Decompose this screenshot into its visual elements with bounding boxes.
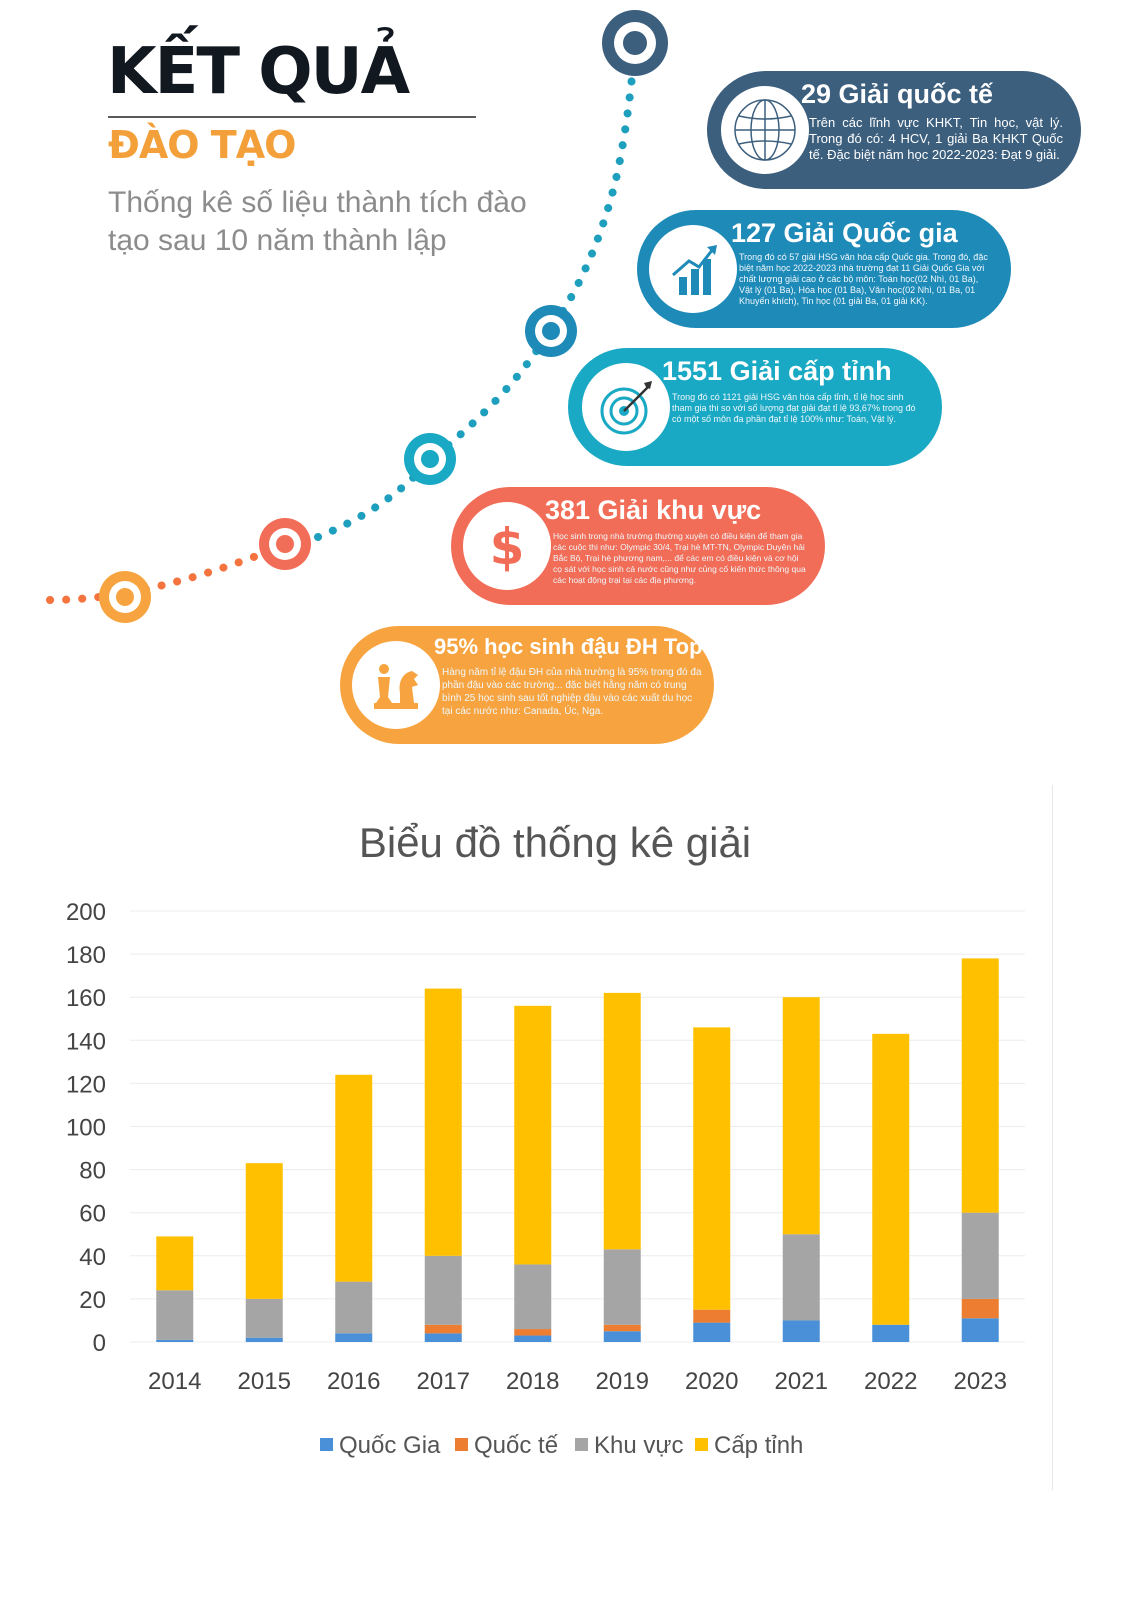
chart-area: [0, 780, 1127, 1580]
milestone-body: Hàng năm tỉ lệ đậu ĐH của nhà trường là 95% trong đó đa phần đậu vào các trường... đặc biệt hằng năm có trung bình 25 học sinh sau tốt nghiệp đậu vào các xuất du học tại các nước như: Canada, Úc, Nga.: [442, 667, 702, 717]
growth-chart-icon: [649, 225, 737, 313]
bar-segment: [425, 1333, 462, 1342]
y-tick-label: 180: [65, 942, 106, 970]
x-tick-label: 2020: [685, 1368, 739, 1395]
legend-label: Cấp tỉnh: [714, 1432, 804, 1459]
y-tick-label: 100: [65, 1114, 106, 1142]
legend-label: Khu vực: [594, 1432, 684, 1459]
milestone-provincial: [568, 348, 942, 466]
x-tick-label: 2023: [953, 1368, 1007, 1395]
bar-segment: [514, 1006, 551, 1265]
x-axis-ticks: [148, 1368, 1007, 1395]
bar-segment: [962, 1318, 999, 1342]
y-tick-label: 80: [79, 1157, 106, 1185]
legend-label: Quốc tế: [474, 1432, 559, 1459]
legend-swatch: [575, 1438, 588, 1451]
bar-segment: [246, 1299, 283, 1338]
y-tick-label: 120: [65, 1071, 106, 1099]
bar-segment: [246, 1338, 283, 1342]
bar-segment: [156, 1340, 193, 1342]
milestone-university: [340, 626, 748, 744]
bar-segment: [514, 1264, 551, 1329]
dollar-icon: [463, 502, 551, 590]
target-marker-5: [602, 10, 668, 76]
page-title: KẾT QUẢ: [107, 35, 409, 109]
bar-segment: [693, 1027, 730, 1309]
bar-segment: [783, 1320, 820, 1342]
bar-segment: [783, 1234, 820, 1320]
bar-segment: [962, 958, 999, 1212]
dotted-path-teal: [318, 45, 635, 537]
bar-segment: [425, 1256, 462, 1325]
target-marker-1: [99, 571, 151, 623]
bar-segment: [156, 1290, 193, 1340]
y-tick-label: 0: [92, 1330, 106, 1357]
bar-segment: [604, 1249, 641, 1324]
milestone-title: 95% học sinh đậu ĐH Top đầu: [434, 634, 748, 659]
milestone-title: 29 Giải quốc tế: [801, 79, 994, 109]
bar-segment: [604, 1331, 641, 1342]
bar-segment: [335, 1282, 372, 1334]
y-tick-label: 160: [65, 985, 106, 1013]
milestone-body: Trên các lĩnh vực KHKT, Tin học, vật lý. Trong đó có: 4 HCV, 1 giải Ba KHKT Quốc tế. Đặc biệt năm học 2022-2023: Đạt 9 giải.: [809, 115, 1063, 162]
x-tick-label: 2021: [774, 1368, 828, 1395]
bar-segment: [962, 1299, 999, 1318]
globe-icon: [721, 86, 809, 174]
stacked-bar-chart: [0, 780, 1127, 1580]
y-tick-label: 40: [79, 1243, 106, 1271]
bar-segment: [335, 1075, 372, 1282]
bar-segment: [514, 1329, 551, 1335]
chart-bars: [156, 958, 999, 1342]
page-description: Thống kê số liệu thành tích đào tạo sau 10 năm thành lập: [108, 186, 527, 257]
milestone-body: Học sinh trong nhà trường thường xuyên có điều kiện để tham gia các cuộc thi như: Olympic 30/4, Trại hè MT-TN, Olympic Duyên hải Bắc Bộ, Trại hè phương nam,... để các em có điều kiện và cơ hội cọ sát với học sinh cả nước cũng như củng cố kiến thức thông qua các hoạt động trại tại các địa phương.: [553, 531, 806, 585]
x-tick-label: 2019: [595, 1368, 649, 1395]
y-tick-label: 140: [65, 1028, 106, 1056]
legend-label: Quốc Gia: [339, 1432, 441, 1459]
x-tick-label: 2015: [237, 1368, 291, 1395]
chart-title: Biểu đồ thống kê giải: [358, 819, 752, 866]
y-tick-label: 60: [79, 1200, 106, 1228]
bar-segment: [872, 1034, 909, 1325]
target-marker-4: [525, 305, 577, 357]
milestone-regional: [451, 487, 825, 605]
target-marker-2: [259, 518, 311, 570]
milestone-body: Trong đó có 1121 giải HSG văn hóa cấp tỉnh, tỉ lệ học sinh tham gia thi so với số lượng đạt giải đạt tỉ lệ 93,67% trong đó có một số môn đa phần đạt tỉ lệ 100% như: Toán, Vật lý.: [672, 392, 916, 424]
page-subtitle: ĐÀO TẠO: [108, 123, 296, 167]
target-marker-3: [404, 433, 456, 485]
legend-swatch: [455, 1438, 468, 1451]
x-tick-label: 2022: [864, 1368, 918, 1395]
title-divider: [108, 116, 476, 118]
svg-text:$: $: [489, 518, 525, 576]
bar-segment: [783, 997, 820, 1234]
x-tick-label: 2018: [506, 1368, 560, 1395]
y-tick-label: 20: [79, 1286, 106, 1314]
x-tick-label: 2017: [416, 1368, 470, 1395]
bar-segment: [604, 1325, 641, 1331]
dotted-path-orange: [50, 545, 285, 600]
bar-segment: [425, 989, 462, 1256]
y-tick-label: 200: [65, 899, 106, 926]
chart-legend: [320, 1432, 803, 1459]
target-icon: [582, 363, 670, 451]
bar-segment: [693, 1323, 730, 1342]
milestone-national: [637, 210, 1011, 328]
bar-segment: [872, 1325, 909, 1342]
legend-swatch: [320, 1438, 333, 1451]
bar-segment: [335, 1333, 372, 1342]
milestone-title: 127 Giải Quốc gia: [731, 218, 958, 248]
y-axis-ticks: [66, 899, 106, 1357]
bar-segment: [246, 1163, 283, 1299]
bar-segment: [693, 1310, 730, 1323]
bar-segment: [425, 1325, 462, 1334]
milestone-title: 1551 Giải cấp tỉnh: [662, 356, 892, 386]
bar-segment: [604, 993, 641, 1249]
bar-segment: [962, 1213, 999, 1299]
bar-segment: [514, 1336, 551, 1342]
chess-icon: [352, 641, 440, 729]
milestone-body: Trong đó có 57 giải HSG văn hóa cấp Quốc gia. Trong đó, đặc biệt năm học 2022-2023 nhà trường đạt 11 Giải Quốc Gia với chất lượng giải cao ở các bộ môn: Toán học(02 Nhì, 01 Ba), Vật lý (01 Ba), Hóa học (01 Ba), Văn học(02 Nhì, 01 Ba, 01 Khuyến khích), Tin học (01 giải Ba, 01 giải KK).: [739, 252, 988, 306]
x-tick-label: 2014: [148, 1368, 202, 1395]
legend-swatch: [695, 1438, 708, 1451]
bar-segment: [156, 1236, 193, 1290]
milestone-title: 381 Giải khu vực: [545, 495, 762, 525]
milestone-international: [707, 71, 1081, 189]
x-tick-label: 2016: [327, 1368, 381, 1395]
